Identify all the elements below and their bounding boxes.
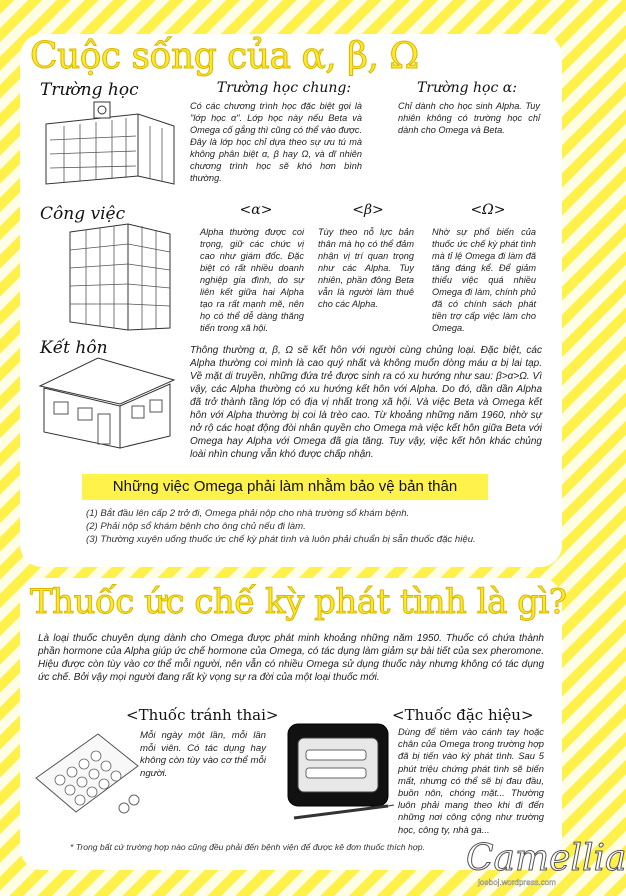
drug-intro-text: Là loại thuốc chuyên dụng dành cho Omega được phát minh khoảng những năm 1950. Thuốc có chứa thành phần hormone của Alpha giúp ức chế hormone của Omega, có tác dụng làm giảm sự bài tiết của sex pheromone. Hiệu được còn tùy vào cơ thể mỗi người, nên vẫn có nhiều Omega sử dụng thuốc này nhưng không có tác dụng ức chế. Bởi vậy mọi người đang rất kỳ vọng sự ra đời của một loại thuốc mới. [38, 633, 544, 683]
work-omega-head: <Ω> [470, 202, 506, 218]
school-label: Trường học [40, 80, 139, 100]
special-text: Dùng để tiêm vào cánh tay hoặc chân của Omega trong trường hợp đã bị tiến vào kỳ phát tình. Sau 5 phút triệu chứng phát tình sẽ biến mất, nhưng có thể sẽ bị đau đầu, buồn nôn, chóng mặt... Thường luôn phải mang theo khi đi đến những nơi công cộng như trường học, công ty, nhà ga... [398, 726, 544, 835]
bottom-title: Thuốc ức chế kỳ phát tình là gì? [30, 582, 567, 622]
pill-blister-illustration [30, 726, 142, 818]
school-building-illustration [40, 96, 180, 188]
marriage-text: Thông thường α, β, Ω sẽ kết hôn với người cùng chủng loại. Đặc biệt, các Alpha thường coi mình là cao quý nhất và không muốn dòng máu α bị lai tạp. Về mặt di truyền, những đứa trẻ được sinh ra có xu hướng như sau: β>α>Ω. Vì vậy, các Alpha thường có xu hướng kết hôn với Alpha. Do đó, dần dần Alpha đã trở thành tầng lớp có địa vị nhất trong xã hội. Và việc Beta và Omega kết hôn với Alpha thường bị coi là trèo cao. Từ khoảng những năm 1960, nhờ sự nở rộ các hoạt động đòi nhân quyền cho Omega mà việc kết hôn giữa Beta với Omega hay Alpha với Omega đã gia tăng. Tuy vậy, việc kết hôn khác chủng loài nhìn chung vẫn khó được chấp nhận. [190, 345, 542, 460]
school-alpha-text: Chỉ dành cho học sinh Alpha. Tuy nhiên không có trường học chỉ dành cho Omega và Beta. [398, 101, 540, 135]
work-alpha-text: Alpha thường được coi trọng, giữ các chức vị cao như giám đốc. Đặc biệt có rất nhiều doanh nghiệp gia đình, do sự liên kết giữa hai Alpha tạo ra rất mạnh mẽ, nên họ có thể dễ dàng thăng tiến trong xã hội. [200, 227, 304, 333]
office-building-illustration [66, 222, 178, 332]
injection-kit-illustration [284, 722, 396, 826]
work-label: Công việc [40, 204, 126, 224]
school-general-head: Trường học chung: [216, 80, 352, 96]
house-illustration [32, 352, 182, 452]
school-alpha-head: Trường học α: [417, 80, 517, 96]
work-alpha-head: <α> [239, 202, 273, 218]
work-beta-head: <β> [352, 202, 384, 218]
protect-item-3: (3) Thường xuyên uống thuốc ức chế kỳ phát tình và luôn phải chuẩn bị sẵn thuốc đặc hiệu. [86, 534, 476, 545]
protect-item-1: (1) Bắt đầu lên cấp 2 trở đi, Omega phải nộp cho nhà trường sổ khám bệnh. [86, 508, 410, 519]
watermark-url: joeboj.wordpress.com [478, 878, 556, 887]
work-beta-text: Tùy theo nỗ lực bản thân mà họ có thể đảm nhận vị trí quan trọng như các Alpha. Tuy nhiên, phần đông Beta vẫn là người làm thuê cho các Alpha. [318, 227, 414, 309]
school-general-text: Có các chương trình học đặc biệt gọi là "lớp học α". Lớp học này nếu Beta và Omega cố gắng thì cũng có thể vào được. Đây là lớp học chỉ dựa theo sự ưu tú mà không phân biệt α, β hay Ω, và dĩ nhiên chương trình học sẽ khó hơn bình thường. [190, 101, 362, 183]
special-heading: <Thuốc đặc hiệu> [392, 706, 534, 724]
work-omega-text: Nhờ sự phổ biến của thuốc ức chế kỳ phát tình mà tỉ lệ Omega đi làm đã tăng đáng kể. Để giảm thiểu việc quá nhiều Omega đi làm, chính phủ đã có chính sách phát tiền trợ cấp việc làm cho Omega. [432, 227, 536, 333]
pill-heading: <Thuốc tránh thai> [126, 706, 279, 724]
protect-item-2: (2) Phải nộp sổ khám bệnh cho ông chủ nếu đi làm. [86, 521, 306, 532]
top-title: Cuộc sống của α, β, Ω [30, 36, 419, 77]
pill-text: Mỗi ngày một lần, mỗi lần mỗi viên. Có tác dụng hay không còn tùy vào cơ thể mỗi người. [140, 730, 266, 779]
watermark-logo: Camellia [466, 838, 626, 879]
protect-heading: Những việc Omega phải làm nhằm bảo vệ bản thân [82, 474, 488, 500]
footnote: * Trong bất cứ trường hợp nào cũng đều phải đến bệnh viện để được kê đơn thuốc thích hợp. [70, 842, 426, 852]
marriage-label: Kết hôn [40, 338, 108, 358]
